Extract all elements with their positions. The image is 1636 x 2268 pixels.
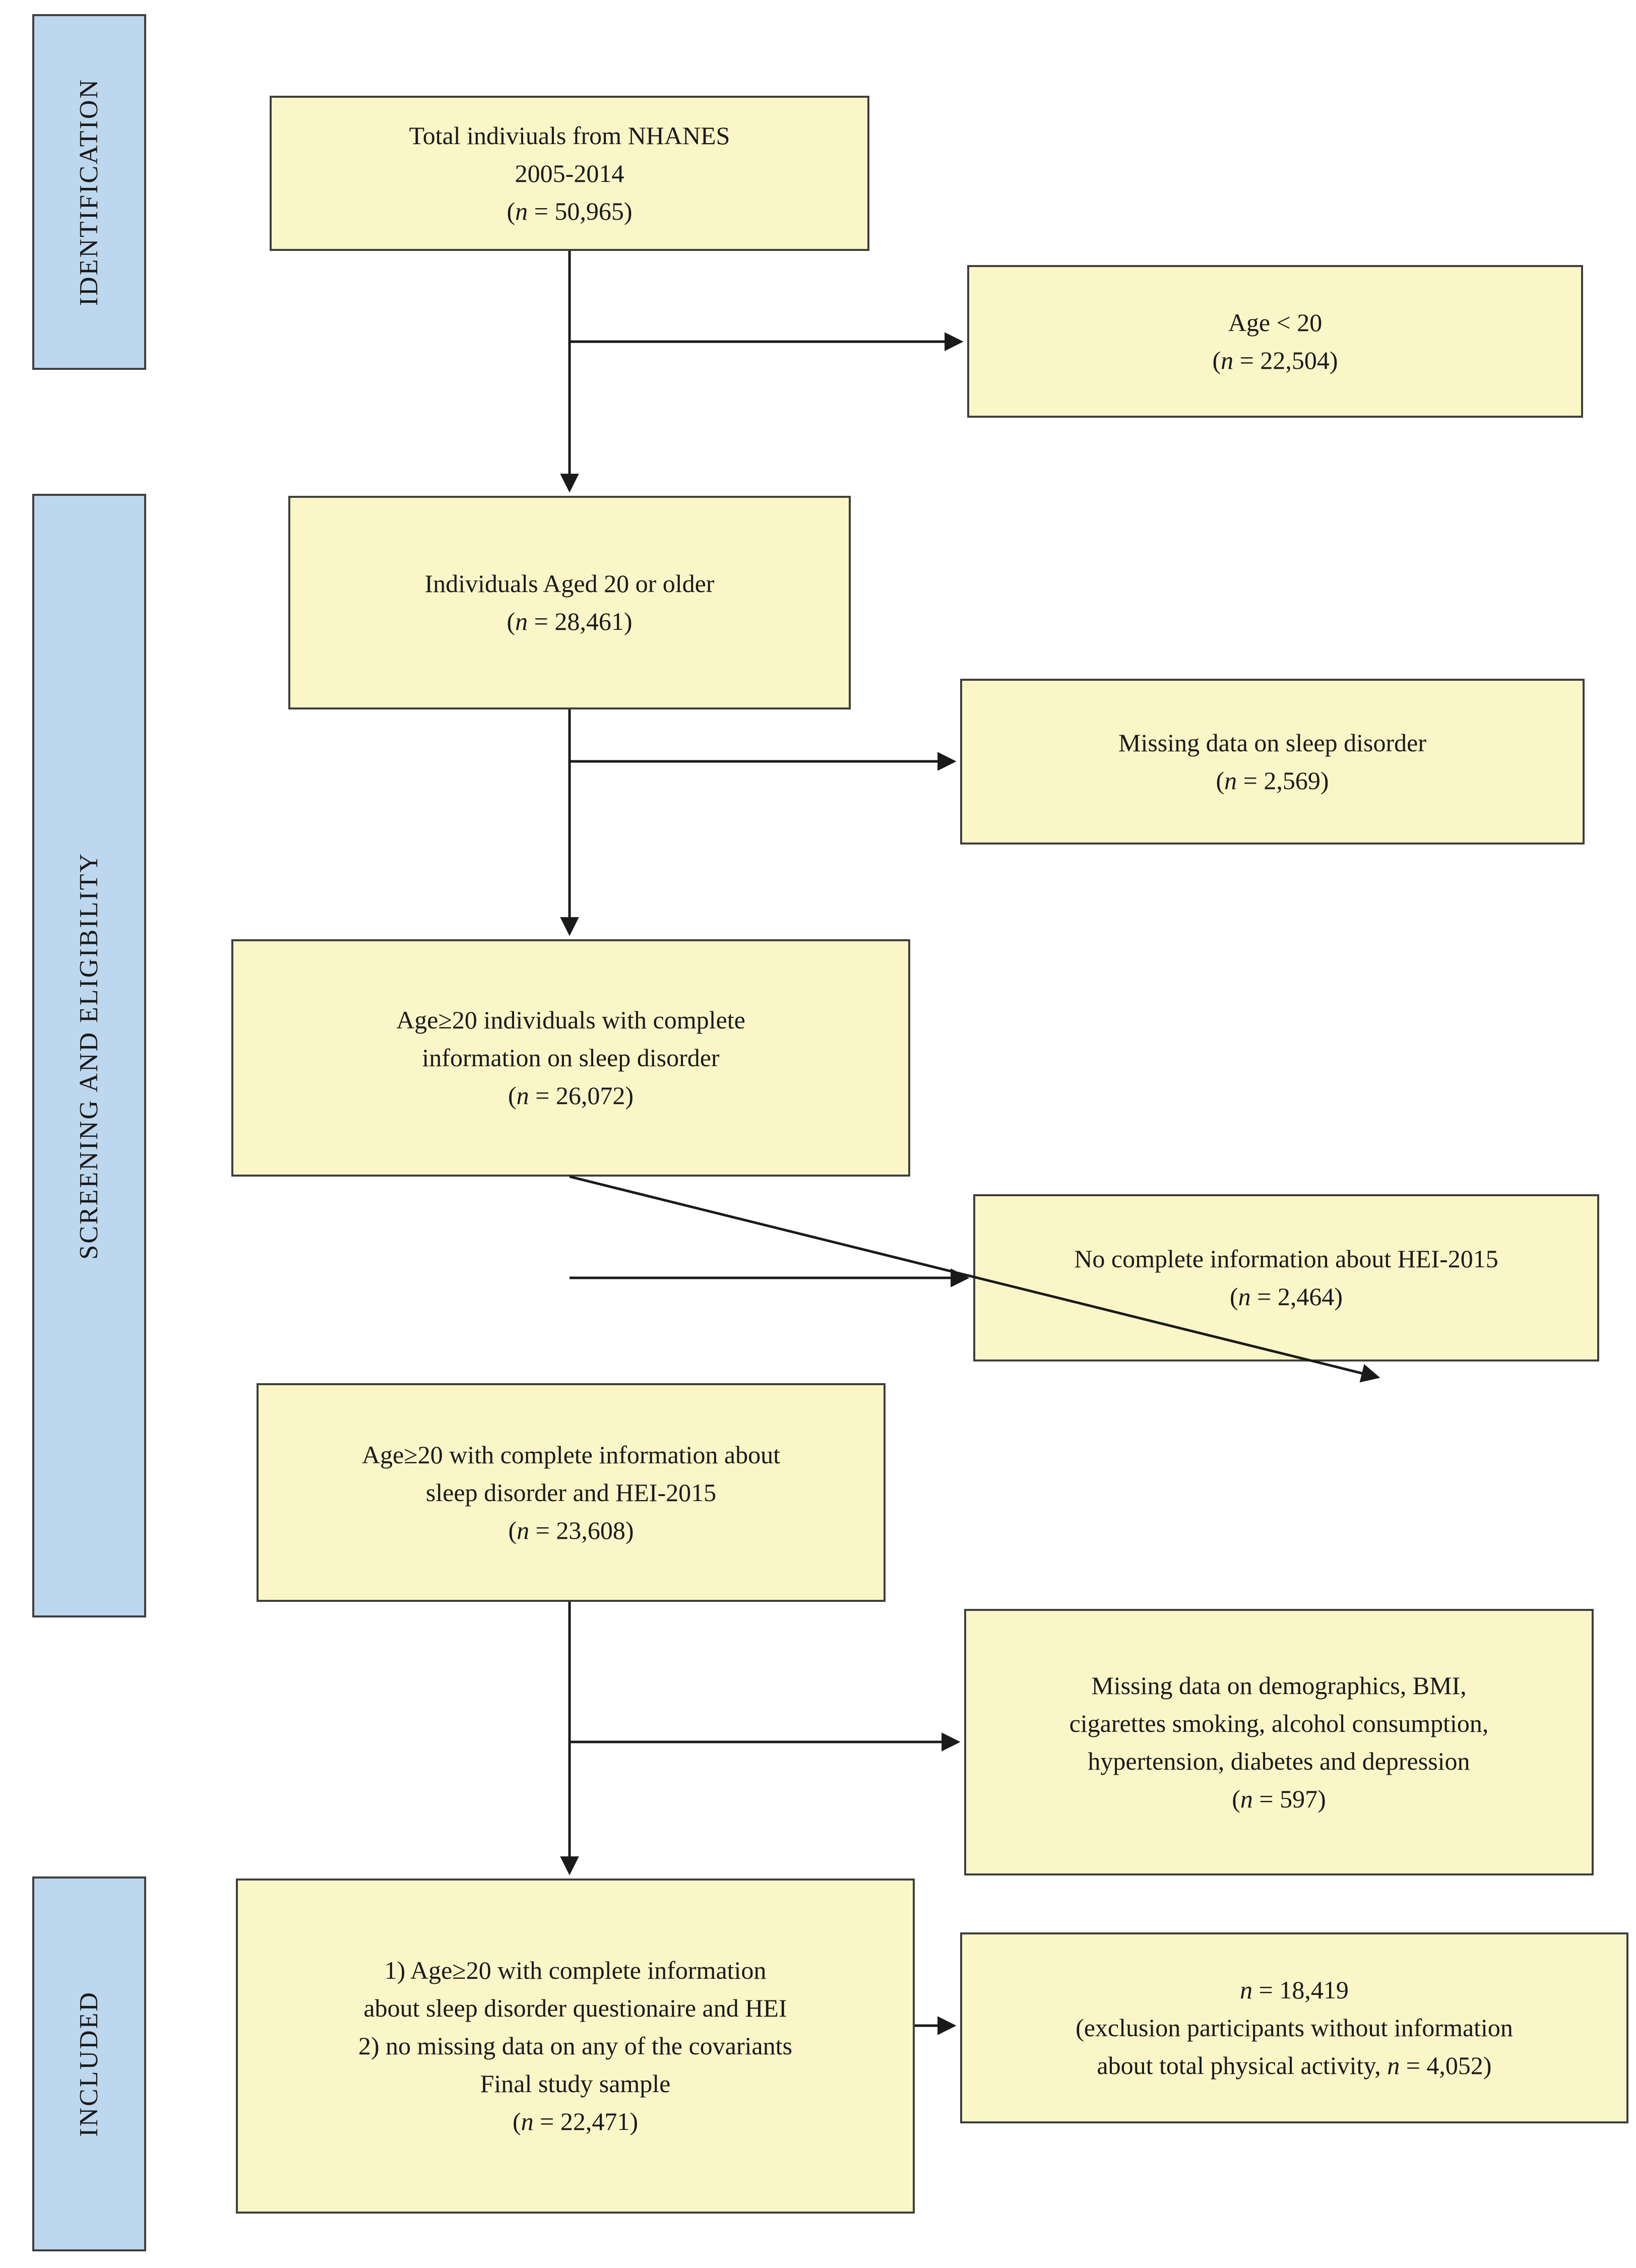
stage-label-text: INCLUDED <box>75 1991 103 2137</box>
stage-label-text: SCREENING AND ELIGIBILITY <box>75 852 103 1260</box>
stage-label-screening-and-eligibility <box>32 494 146 1617</box>
exclusion-box-physical-activity: n = 18,419 (exclusion participants without information about total physical activity, n = 4,052) <box>960 1932 1628 2123</box>
stage-label-text: IDENTIFICATION <box>75 78 103 306</box>
exclusion-box-missing-sleep-disorder: Missing data on sleep disorder (n = 2,569) <box>960 679 1585 845</box>
flow-box-complete-sleep-disorder-info: Age≥20 individuals with complete information on sleep disorder (n = 26,072) <box>231 939 910 1177</box>
flow-box-total-individuals: Total indiviuals from NHANES 2005-2014 (n = 50,965) <box>270 96 869 251</box>
flow-box-final-study-sample: 1) Age≥20 with complete information about sleep disorder questionaire and HEI 2) no missing data on any of the covariants Final study sample (n = 22,471) <box>236 1878 915 2214</box>
flow-box-sleep-disorder-and-hei: Age≥20 with complete information about sleep disorder and HEI-2015 (n = 23,608) <box>257 1383 886 1602</box>
flow-box-aged-20-or-older: Individuals Aged 20 or older (n = 28,461) <box>288 496 851 709</box>
exclusion-box-no-hei-info: No complete information about HEI-2015 (n = 2,464) <box>973 1194 1599 1362</box>
stage-label-included <box>32 1876 146 2251</box>
stage-label-identification <box>32 14 146 370</box>
exclusion-box-age-under-20: Age < 20 (n = 22,504) <box>967 265 1583 418</box>
exclusion-box-missing-covariates: Missing data on demographics, BMI, cigarettes smoking, alcohol consumption, hypertension, diabetes and depression (n = 597) <box>964 1609 1594 1875</box>
